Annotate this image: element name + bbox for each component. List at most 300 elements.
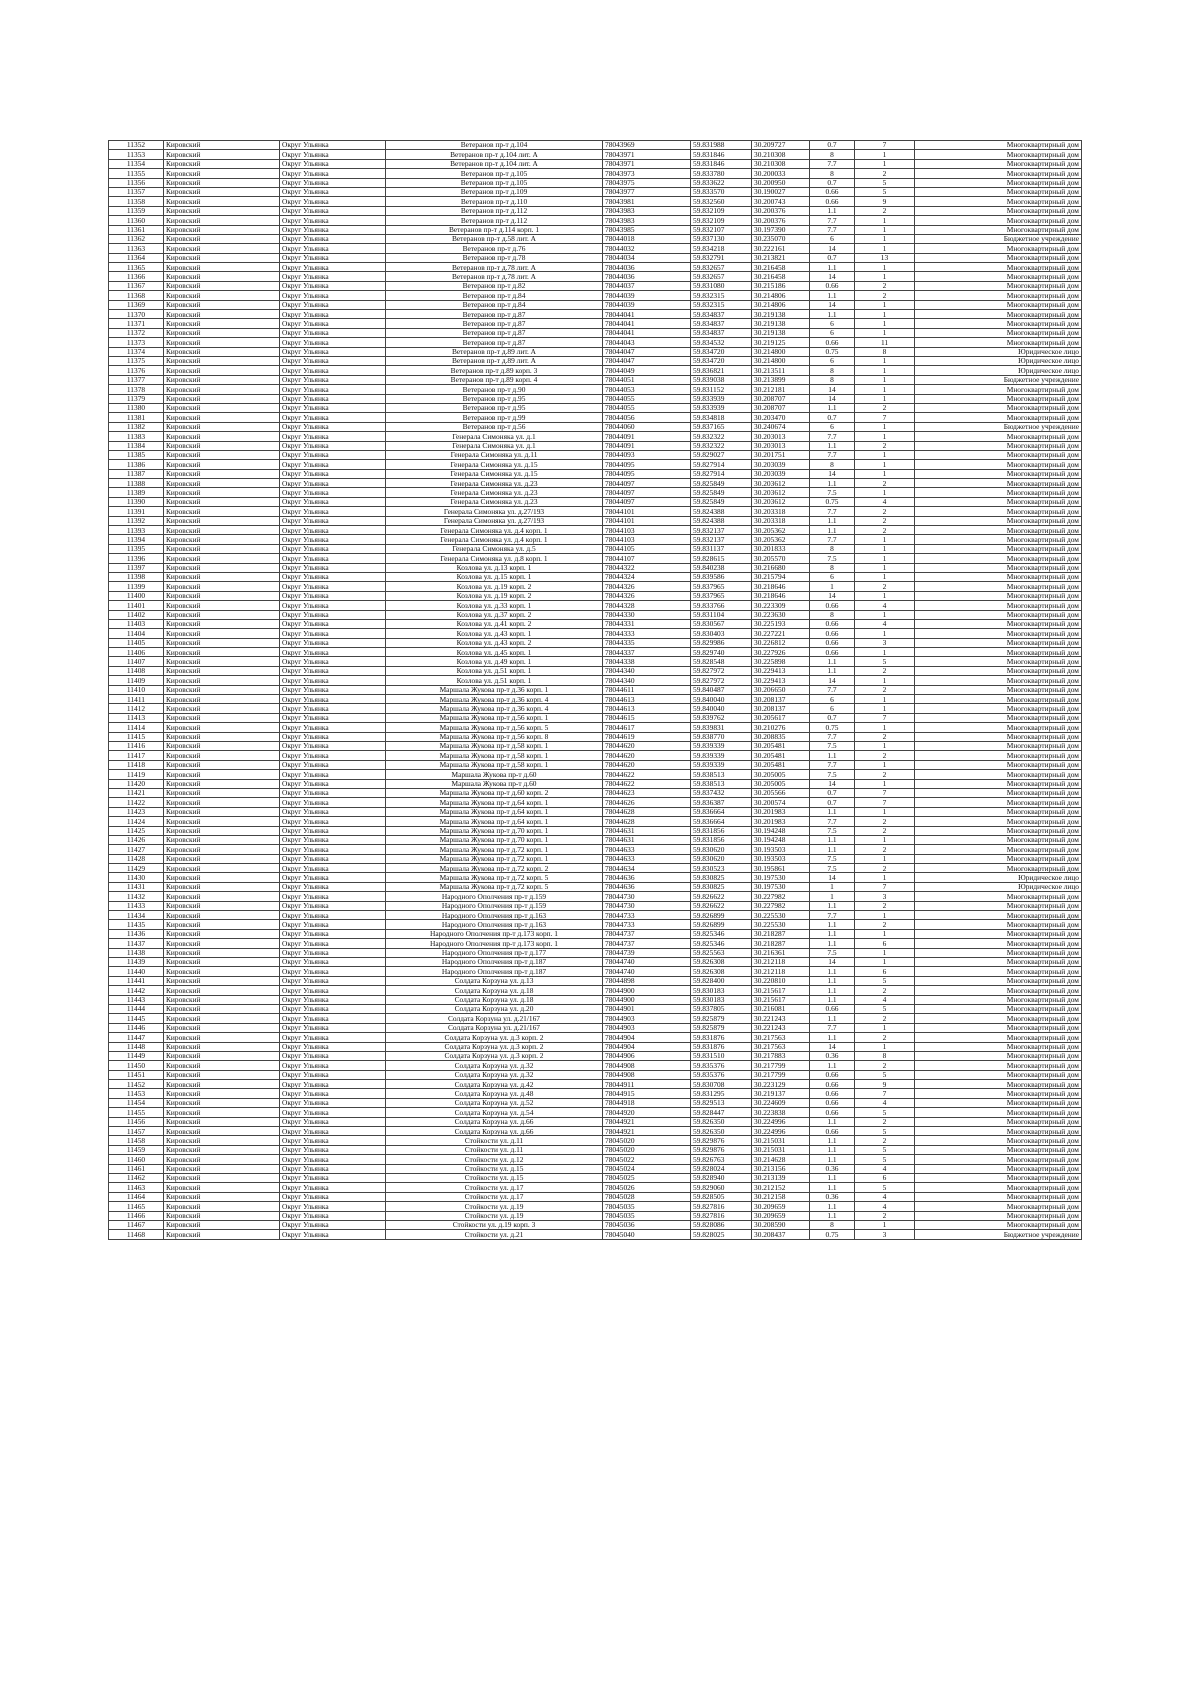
longitude-cell: 30.216361	[752, 948, 810, 957]
district-cell: Кировский	[164, 187, 280, 196]
row-id-cell: 11360	[109, 216, 164, 225]
object-type-cell: Многоквартирный дом	[915, 1127, 1082, 1136]
object-code-cell: 78044036	[603, 272, 691, 281]
object-type-cell: Юридическое лицо	[915, 356, 1082, 365]
address-cell: Козлова ул. д.15 корп. 1	[386, 572, 603, 581]
object-code-cell: 78044047	[603, 356, 691, 365]
volume-cell: 1.1	[810, 516, 855, 525]
table-row	[109, 1202, 1082, 1211]
object-code-cell: 78044039	[603, 300, 691, 309]
district-cell: Кировский	[164, 723, 280, 732]
row-id-cell: 11376	[109, 366, 164, 375]
latitude-cell: 59.840487	[691, 685, 752, 694]
municipality-cell: Округ Ульянка	[280, 911, 386, 920]
district-cell: Кировский	[164, 572, 280, 581]
municipality-cell: Округ Ульянка	[280, 619, 386, 628]
count-cell: 3	[855, 1230, 915, 1239]
longitude-cell: 30.209659	[752, 1202, 810, 1211]
count-cell: 9	[855, 197, 915, 206]
longitude-cell: 30.216458	[752, 263, 810, 272]
row-id-cell: 11391	[109, 507, 164, 516]
latitude-cell: 59.840040	[691, 695, 752, 704]
latitude-cell: 59.832560	[691, 197, 752, 206]
count-cell: 2	[855, 920, 915, 929]
municipality-cell: Округ Ульянка	[280, 582, 386, 591]
latitude-cell: 59.839339	[691, 760, 752, 769]
count-cell: 6	[855, 1173, 915, 1182]
object-type-cell: Многоквартирный дом	[915, 206, 1082, 215]
object-code-cell: 78044620	[603, 742, 691, 751]
object-type-cell: Многоквартирный дом	[915, 450, 1082, 459]
row-id-cell: 11384	[109, 441, 164, 450]
row-id-cell: 11407	[109, 657, 164, 666]
municipality-cell: Округ Ульянка	[280, 826, 386, 835]
volume-cell: 6	[810, 356, 855, 365]
table-row	[109, 1230, 1082, 1239]
address-cell: Стойкости ул. д.21	[386, 1230, 603, 1239]
row-id-cell: 11431	[109, 882, 164, 891]
row-id-cell: 11462	[109, 1173, 164, 1182]
volume-cell: 7.7	[810, 216, 855, 225]
table-row	[109, 1164, 1082, 1173]
row-id-cell: 11410	[109, 685, 164, 694]
table-row	[109, 1211, 1082, 1220]
municipality-cell: Округ Ульянка	[280, 244, 386, 253]
district-cell: Кировский	[164, 1070, 280, 1079]
municipality-cell: Округ Ульянка	[280, 742, 386, 751]
object-code-cell: 78044055	[603, 403, 691, 412]
latitude-cell: 59.832315	[691, 300, 752, 309]
volume-cell: 8	[810, 375, 855, 384]
municipality-cell: Округ Ульянка	[280, 1108, 386, 1117]
address-cell: Ветеранов пр-т д.114 корп. 1	[386, 225, 603, 234]
address-cell: Ветеранов пр-т д.112	[386, 206, 603, 215]
address-cell: Ветеранов пр-т д.109	[386, 187, 603, 196]
latitude-cell: 59.833780	[691, 169, 752, 178]
address-cell: Стойкости ул. д.11	[386, 1136, 603, 1145]
volume-cell: 7.7	[810, 535, 855, 544]
longitude-cell: 30.203612	[752, 497, 810, 506]
volume-cell: 0.66	[810, 1080, 855, 1089]
district-cell: Кировский	[164, 770, 280, 779]
district-cell: Кировский	[164, 901, 280, 910]
address-cell: Стойкости ул. д.19	[386, 1202, 603, 1211]
municipality-cell: Округ Ульянка	[280, 638, 386, 647]
table-row	[109, 948, 1082, 957]
municipality-cell: Округ Ульянка	[280, 723, 386, 732]
address-cell: Генерала Симоняка ул. д.4 корп. 1	[386, 526, 603, 535]
object-type-cell: Многоквартирный дом	[915, 657, 1082, 666]
district-cell: Кировский	[164, 1014, 280, 1023]
object-type-cell: Многоквартирный дом	[915, 1192, 1082, 1201]
count-cell: 2	[855, 817, 915, 826]
district-cell: Кировский	[164, 713, 280, 722]
latitude-cell: 59.837432	[691, 788, 752, 797]
row-id-cell: 11434	[109, 911, 164, 920]
object-type-cell: Многоквартирный дом	[915, 460, 1082, 469]
table-row	[109, 394, 1082, 403]
count-cell: 2	[855, 441, 915, 450]
latitude-cell: 59.833939	[691, 403, 752, 412]
latitude-cell: 59.825879	[691, 1023, 752, 1032]
address-cell: Ветеранов пр-т д.95	[386, 403, 603, 412]
longitude-cell: 30.210308	[752, 150, 810, 159]
row-id-cell: 11412	[109, 704, 164, 713]
object-type-cell: Многоквартирный дом	[915, 1164, 1082, 1173]
count-cell: 1	[855, 1023, 915, 1032]
volume-cell: 1.1	[810, 1061, 855, 1070]
municipality-cell: Округ Ульянка	[280, 507, 386, 516]
object-code-cell: 78044901	[603, 1004, 691, 1013]
count-cell: 5	[855, 657, 915, 666]
municipality-cell: Округ Ульянка	[280, 187, 386, 196]
longitude-cell: 30.221243	[752, 1014, 810, 1023]
table-row	[109, 939, 1082, 948]
count-cell: 1	[855, 948, 915, 957]
row-id-cell: 11402	[109, 610, 164, 619]
count-cell: 5	[855, 178, 915, 187]
municipality-cell: Округ Ульянка	[280, 939, 386, 948]
row-id-cell: 11448	[109, 1042, 164, 1051]
district-cell: Кировский	[164, 732, 280, 741]
longitude-cell: 30.209659	[752, 1211, 810, 1220]
address-cell: Генерала Симоняка ул. д.5	[386, 544, 603, 553]
district-cell: Кировский	[164, 1220, 280, 1229]
municipality-cell: Округ Ульянка	[280, 845, 386, 854]
volume-cell: 6	[810, 422, 855, 431]
latitude-cell: 59.828615	[691, 554, 752, 563]
row-id-cell: 11380	[109, 403, 164, 412]
object-code-cell: 78045036	[603, 1220, 691, 1229]
row-id-cell: 11452	[109, 1080, 164, 1089]
volume-cell: 14	[810, 1042, 855, 1051]
row-id-cell: 11357	[109, 187, 164, 196]
municipality-cell: Округ Ульянка	[280, 901, 386, 910]
district-cell: Кировский	[164, 957, 280, 966]
count-cell: 1	[855, 356, 915, 365]
district-cell: Кировский	[164, 976, 280, 985]
count-cell: 2	[855, 770, 915, 779]
district-cell: Кировский	[164, 141, 280, 150]
object-type-cell: Многоквартирный дом	[915, 159, 1082, 168]
object-type-cell: Многоквартирный дом	[915, 403, 1082, 412]
object-code-cell: 78044631	[603, 826, 691, 835]
object-code-cell: 78044634	[603, 864, 691, 873]
address-cell: Ветеранов пр-т д.104 лит. А	[386, 150, 603, 159]
row-id-cell: 11463	[109, 1183, 164, 1192]
district-cell: Кировский	[164, 788, 280, 797]
municipality-cell: Округ Ульянка	[280, 422, 386, 431]
latitude-cell: 59.831295	[691, 1089, 752, 1098]
longitude-cell: 30.219137	[752, 1089, 810, 1098]
table-row	[109, 676, 1082, 685]
longitude-cell: 30.195861	[752, 864, 810, 873]
object-type-cell: Многоквартирный дом	[915, 535, 1082, 544]
volume-cell: 1.1	[810, 657, 855, 666]
object-type-cell: Многоквартирный дом	[915, 835, 1082, 844]
district-cell: Кировский	[164, 657, 280, 666]
district-cell: Кировский	[164, 263, 280, 272]
count-cell: 2	[855, 1136, 915, 1145]
latitude-cell: 59.840040	[691, 704, 752, 713]
district-cell: Кировский	[164, 234, 280, 243]
object-code-cell: 78044611	[603, 685, 691, 694]
table-row	[109, 995, 1082, 1004]
longitude-cell: 30.205617	[752, 713, 810, 722]
object-type-cell: Многоквартирный дом	[915, 1155, 1082, 1164]
row-id-cell: 11394	[109, 535, 164, 544]
object-type-cell: Многоквартирный дом	[915, 666, 1082, 675]
address-cell: Генерала Симоняка ул. д.15	[386, 460, 603, 469]
count-cell: 1	[855, 422, 915, 431]
table-row	[109, 544, 1082, 553]
municipality-cell: Округ Ульянка	[280, 272, 386, 281]
address-cell: Ветеранов пр-т д.104	[386, 141, 603, 150]
object-type-cell: Многоквартирный дом	[915, 150, 1082, 159]
table-row	[109, 1220, 1082, 1229]
latitude-cell: 59.828940	[691, 1173, 752, 1182]
municipality-cell: Округ Ульянка	[280, 798, 386, 807]
municipality-cell: Округ Ульянка	[280, 1127, 386, 1136]
address-cell: Солдата Корзуна ул. д.3 корп. 2	[386, 1042, 603, 1051]
table-row	[109, 450, 1082, 459]
object-code-cell: 78045035	[603, 1202, 691, 1211]
row-id-cell: 11378	[109, 385, 164, 394]
address-cell: Ветеранов пр-т д.87	[386, 310, 603, 319]
district-cell: Кировский	[164, 1080, 280, 1089]
count-cell: 1	[855, 310, 915, 319]
count-cell: 3	[855, 638, 915, 647]
latitude-cell: 59.831152	[691, 385, 752, 394]
longitude-cell: 30.219138	[752, 328, 810, 337]
count-cell: 2	[855, 666, 915, 675]
object-code-cell: 78044107	[603, 554, 691, 563]
municipality-cell: Округ Ульянка	[280, 516, 386, 525]
longitude-cell: 30.197390	[752, 225, 810, 234]
volume-cell: 8	[810, 169, 855, 178]
latitude-cell: 59.832791	[691, 253, 752, 262]
count-cell: 1	[855, 366, 915, 375]
address-cell: Солдата Корзуна ул. д.48	[386, 1089, 603, 1098]
object-type-cell: Юридическое лицо	[915, 347, 1082, 356]
address-cell: Маршала Жукова пр-т д.56 корп. 5	[386, 723, 603, 732]
count-cell: 2	[855, 291, 915, 300]
table-row	[109, 272, 1082, 281]
object-type-cell: Многоквартирный дом	[915, 610, 1082, 619]
count-cell: 7	[855, 413, 915, 422]
district-cell: Кировский	[164, 159, 280, 168]
longitude-cell: 30.213899	[752, 375, 810, 384]
municipality-cell: Округ Ульянка	[280, 1051, 386, 1060]
row-id-cell: 11372	[109, 328, 164, 337]
volume-cell: 14	[810, 779, 855, 788]
address-cell: Ветеранов пр-т д.78 лит. А	[386, 263, 603, 272]
address-cell: Козлова ул. д.43 корп. 2	[386, 638, 603, 647]
table-row	[109, 338, 1082, 347]
municipality-cell: Округ Ульянка	[280, 779, 386, 788]
volume-cell: 14	[810, 272, 855, 281]
district-cell: Кировский	[164, 1155, 280, 1164]
volume-cell: 1.1	[810, 526, 855, 535]
address-cell: Солдата Корзуна ул. д.18	[386, 995, 603, 1004]
row-id-cell: 11456	[109, 1117, 164, 1126]
table-row	[109, 695, 1082, 704]
count-cell: 1	[855, 676, 915, 685]
latitude-cell: 59.830825	[691, 882, 752, 891]
address-cell: Солдата Корзуна ул. д.3 корп. 2	[386, 1051, 603, 1060]
municipality-cell: Округ Ульянка	[280, 1098, 386, 1107]
municipality-cell: Округ Ульянка	[280, 657, 386, 666]
longitude-cell: 30.218646	[752, 582, 810, 591]
longitude-cell: 30.194248	[752, 826, 810, 835]
table-row	[109, 854, 1082, 863]
latitude-cell: 59.827972	[691, 676, 752, 685]
address-cell: Ветеранов пр-т д.76	[386, 244, 603, 253]
table-row	[109, 986, 1082, 995]
latitude-cell: 59.834818	[691, 413, 752, 422]
district-cell: Кировский	[164, 272, 280, 281]
address-cell: Маршала Жукова пр-т д.72 корп. 2	[386, 864, 603, 873]
object-code-cell: 78044733	[603, 920, 691, 929]
table-row	[109, 291, 1082, 300]
object-code-cell: 78044095	[603, 469, 691, 478]
object-code-cell: 78044056	[603, 413, 691, 422]
object-type-cell: Многоквартирный дом	[915, 300, 1082, 309]
address-cell: Маршала Жукова пр-т д.64 корп. 1	[386, 817, 603, 826]
row-id-cell: 11447	[109, 1033, 164, 1042]
address-cell: Маршала Жукова пр-т д.58 корп. 1	[386, 751, 603, 760]
object-code-cell: 78044906	[603, 1051, 691, 1060]
volume-cell: 1.1	[810, 1117, 855, 1126]
district-cell: Кировский	[164, 695, 280, 704]
longitude-cell: 30.212152	[752, 1183, 810, 1192]
municipality-cell: Округ Ульянка	[280, 150, 386, 159]
volume-cell: 7.7	[810, 432, 855, 441]
address-cell: Маршала Жукова пр-т д.36 корп. 4	[386, 695, 603, 704]
object-code-cell: 78043971	[603, 150, 691, 159]
object-type-cell: Многоквартирный дом	[915, 554, 1082, 563]
count-cell: 2	[855, 901, 915, 910]
district-cell: Кировский	[164, 817, 280, 826]
municipality-cell: Округ Ульянка	[280, 770, 386, 779]
volume-cell: 6	[810, 328, 855, 337]
object-code-cell: 78044043	[603, 338, 691, 347]
object-type-cell: Многоквартирный дом	[915, 1183, 1082, 1192]
district-cell: Кировский	[164, 310, 280, 319]
row-id-cell: 11466	[109, 1211, 164, 1220]
count-cell: 5	[855, 1004, 915, 1013]
longitude-cell: 30.223129	[752, 1080, 810, 1089]
latitude-cell: 59.831104	[691, 610, 752, 619]
row-id-cell: 11390	[109, 497, 164, 506]
address-cell: Козлова ул. д.41 корп. 2	[386, 619, 603, 628]
longitude-cell: 30.208835	[752, 732, 810, 741]
table-row	[109, 1023, 1082, 1032]
address-cell: Ветеранов пр-т д.110	[386, 197, 603, 206]
row-id-cell: 11424	[109, 817, 164, 826]
row-id-cell: 11425	[109, 826, 164, 835]
municipality-cell: Округ Ульянка	[280, 676, 386, 685]
table-row	[109, 713, 1082, 722]
latitude-cell: 59.832109	[691, 206, 752, 215]
longitude-cell: 30.210276	[752, 723, 810, 732]
object-code-cell: 78044904	[603, 1042, 691, 1051]
object-code-cell: 78044018	[603, 234, 691, 243]
latitude-cell: 59.831856	[691, 826, 752, 835]
municipality-cell: Округ Ульянка	[280, 554, 386, 563]
latitude-cell: 59.831876	[691, 1033, 752, 1042]
row-id-cell: 11446	[109, 1023, 164, 1032]
longitude-cell: 30.229413	[752, 666, 810, 675]
volume-cell: 6	[810, 572, 855, 581]
row-id-cell: 11395	[109, 544, 164, 553]
row-id-cell: 11406	[109, 648, 164, 657]
table-row	[109, 310, 1082, 319]
table-row	[109, 638, 1082, 647]
address-cell: Маршала Жукова пр-т д.72 корп. 1	[386, 845, 603, 854]
address-cell: Солдата Корзуна ул. д.18	[386, 986, 603, 995]
object-code-cell: 78044739	[603, 948, 691, 957]
address-cell: Стойкости ул. д.15	[386, 1164, 603, 1173]
volume-cell: 0.75	[810, 1230, 855, 1239]
count-cell: 1	[855, 723, 915, 732]
latitude-cell: 59.827816	[691, 1202, 752, 1211]
table-row	[109, 150, 1082, 159]
longitude-cell: 30.223838	[752, 1108, 810, 1117]
object-type-cell: Многоквартирный дом	[915, 788, 1082, 797]
table-row	[109, 1145, 1082, 1154]
address-cell: Ветеранов пр-т д.78	[386, 253, 603, 262]
volume-cell: 0.66	[810, 638, 855, 647]
longitude-cell: 30.208707	[752, 403, 810, 412]
table-row	[109, 347, 1082, 356]
count-cell: 2	[855, 582, 915, 591]
row-id-cell: 11397	[109, 563, 164, 572]
row-id-cell: 11428	[109, 854, 164, 863]
longitude-cell: 30.203039	[752, 469, 810, 478]
count-cell: 1	[855, 807, 915, 816]
district-cell: Кировский	[164, 882, 280, 891]
row-id-cell: 11364	[109, 253, 164, 262]
municipality-cell: Округ Ульянка	[280, 788, 386, 797]
count-cell: 2	[855, 685, 915, 694]
volume-cell: 0.66	[810, 1098, 855, 1107]
address-cell: Солдата Корзуна ул. д.66	[386, 1127, 603, 1136]
municipality-cell: Округ Ульянка	[280, 479, 386, 488]
latitude-cell: 59.831510	[691, 1051, 752, 1060]
table-row	[109, 422, 1082, 431]
count-cell: 2	[855, 1014, 915, 1023]
longitude-cell: 30.194248	[752, 835, 810, 844]
object-code-cell: 78044103	[603, 526, 691, 535]
volume-cell: 0.66	[810, 619, 855, 628]
object-type-cell: Многоквартирный дом	[915, 826, 1082, 835]
address-cell: Народного Ополчения пр-т д.187	[386, 967, 603, 976]
volume-cell: 1.1	[810, 291, 855, 300]
table-row	[109, 1098, 1082, 1107]
district-cell: Кировский	[164, 488, 280, 497]
longitude-cell: 30.200574	[752, 798, 810, 807]
district-cell: Кировский	[164, 929, 280, 938]
row-id-cell: 11457	[109, 1127, 164, 1136]
row-id-cell: 11432	[109, 892, 164, 901]
address-cell: Стойкости ул. д.19	[386, 1211, 603, 1220]
object-code-cell: 78044041	[603, 328, 691, 337]
count-cell: 1	[855, 272, 915, 281]
latitude-cell: 59.839339	[691, 742, 752, 751]
longitude-cell: 30.227982	[752, 901, 810, 910]
object-type-cell: Многоквартирный дом	[915, 582, 1082, 591]
